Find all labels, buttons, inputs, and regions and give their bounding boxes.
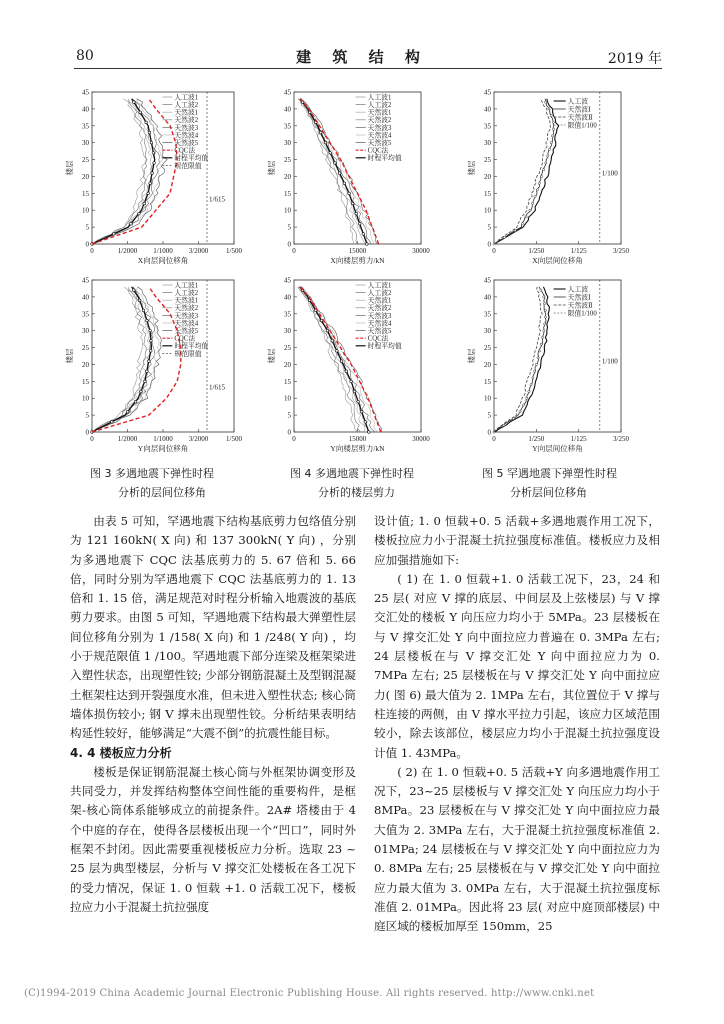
x-axis-label: X向层间位移角 <box>532 256 583 265</box>
series-marker <box>536 189 538 191</box>
average-marker <box>146 370 149 373</box>
legend-entry: 人工波2 <box>367 102 392 109</box>
figure-5-caption <box>482 464 682 502</box>
y-tick-label: 35 <box>82 310 89 319</box>
chart-svg <box>60 268 240 458</box>
legend-entry: 时程平均值 <box>367 343 402 351</box>
paragraph: 由表 5 可知，罕遇地震下结构基底剪力包络值分别为 121 160kN( X 向) 和 137 300kN( Y 向) ，分别为多遇地震下 CQC 法基底剪力的 5. 67 倍和 5. 66 倍，同时分别为罕遇地震下 CQC 法基底剪力的 1. 13 倍和 1. 15 倍，满足规范对时程分析输入地震波的基底剪力要求。由图 5 可知，罕遇地震下结构最大弹塑性层间位移角分别为 1 /158( X 向) 和 1 /248( Y 向) ，均小于规范限值 1 /100。罕遇地震下部分连梁及框架梁进入塑性状态，出现塑性铰; 少部分钢筋混凝土及型钢混凝土框架柱达到开裂强度水准，但未进入塑性状态; 核心筒墙体损伤较小; 钢 V 撑未出现塑性铰。分析结果表明结构延性较好，能够满足“大震不倒”的抗震性能目标。 <box>70 514 356 741</box>
x-tick-label: 1/125 <box>570 247 587 255</box>
y-tick-label: 15 <box>82 189 89 198</box>
paragraph: 设计值; 1. 0 恒载+0. 5 活载+多遇地震作用工况下，楼板拉应力小于混凝土抗拉强度标准值。楼板应力及相应加强措施如下: <box>374 514 660 567</box>
series-marker <box>532 377 534 379</box>
x-tick-label: 0 <box>492 247 496 255</box>
chart-fig5b <box>462 268 627 458</box>
series-line-2 <box>494 287 546 432</box>
y-axis-label: 楼层 <box>467 160 476 176</box>
series-marker <box>544 316 546 318</box>
x-tick-label: 3/250 <box>613 435 629 443</box>
series-line-wave-6 <box>299 99 375 244</box>
series-marker <box>543 169 545 171</box>
y-tick-label: 20 <box>82 360 89 369</box>
x-tick-label: 1/250 <box>528 247 545 255</box>
y-tick-label: 40 <box>284 105 291 114</box>
average-marker <box>366 243 369 246</box>
y-tick-label: 45 <box>82 276 89 285</box>
figure-4-caption <box>290 464 460 502</box>
x-axis-label: X向层间位移角 <box>137 256 189 265</box>
average-marker <box>350 380 353 383</box>
chart-svg <box>462 80 627 270</box>
legend-entry: 天然波Ⅰ <box>567 106 591 114</box>
legend-entry: 人工波2 <box>174 102 199 109</box>
y-tick-label: 10 <box>82 206 89 215</box>
series-marker <box>541 175 543 177</box>
legend-entry: 限值1/100 <box>567 122 597 130</box>
y-tick-label: 0 <box>487 240 491 249</box>
paragraph: ( 2) 在 1. 0 恒载+0. 5 活载+Y 向多遇地震作用工况下，23~25 层楼板与 V 撑交汇处 Y 向压应力均小于 8MPa。23 层楼板在与 V 撑交汇处 Y 向中面拉应力最大值为 2. 3MPa 左右，大于混凝土抗拉强度标准值 2. 01MPa; 24 层楼板在与 V 撑交汇处 Y 向中面拉应力为 0. 8MPa 左右; 25 层楼板在与 V 撑交汇处 Y 向中面拉应力最大值为 3. 0MPa 左右，大于混凝土抗拉强度标准值 2. 01MPa。因此将 23 层( 对应中庭顶部楼层) 中庭区域的楼板加厚至 150mm，25 <box>374 764 660 934</box>
series-marker <box>547 155 549 157</box>
legend-entry: 人工波2 <box>174 290 199 297</box>
figure-3-caption <box>90 464 260 502</box>
legend-entry: 天然波1 <box>367 297 392 305</box>
series-line-wave-3 <box>92 99 152 244</box>
legend-entry: 天然波1 <box>174 297 199 305</box>
series-marker <box>544 309 546 311</box>
legend-entry: CQC法 <box>174 335 196 343</box>
average-marker <box>147 360 150 363</box>
x-tick-label: 15000 <box>348 435 367 443</box>
y-tick-label: 15 <box>484 189 491 198</box>
y-tick-label: 45 <box>484 88 491 97</box>
average-marker <box>148 131 151 134</box>
y-tick-label: 45 <box>284 88 291 97</box>
series-marker <box>543 296 545 298</box>
y-tick-label: 30 <box>484 327 491 336</box>
average-marker <box>343 182 346 185</box>
code-limit-label: 1/100 <box>601 169 618 178</box>
average-marker <box>336 350 339 353</box>
legend-entry: 天然波5 <box>174 140 199 147</box>
x-axis-label: Y向层间位移角 <box>532 444 583 453</box>
y-tick-label: 15 <box>284 189 291 198</box>
legend-entry: 人工波 <box>567 286 589 294</box>
legend-entry: 天然波1 <box>367 109 392 117</box>
series-marker <box>543 330 545 332</box>
y-tick-label: 45 <box>484 276 491 285</box>
x-tick-label: 30000 <box>412 247 430 255</box>
average-marker <box>353 390 356 393</box>
x-tick-label: 1/1000 <box>153 435 173 443</box>
legend-entry: 人工波1 <box>174 282 199 290</box>
legend-entry: 天然波Ⅱ <box>567 114 593 122</box>
x-tick-label: 3/2000 <box>188 247 209 255</box>
average-marker <box>152 152 155 155</box>
y-tick-label: 5 <box>85 223 89 232</box>
series-line-wave-3 <box>92 287 150 432</box>
page-number: 80 <box>76 48 94 64</box>
x-tick-label: 30000 <box>412 435 430 443</box>
average-marker <box>150 340 153 343</box>
x-tick-label: 1/2000 <box>117 247 138 255</box>
page-header <box>0 44 724 66</box>
average-marker <box>134 400 137 403</box>
section-heading: 4. 4 楼板应力分析 <box>70 745 172 760</box>
y-tick-label: 5 <box>287 223 291 232</box>
legend-entry: CQC法 <box>174 147 196 155</box>
y-tick-label: 35 <box>284 122 291 131</box>
legend-entry: 天然波2 <box>174 117 199 125</box>
average-marker <box>324 141 327 144</box>
average-marker <box>126 410 129 413</box>
x-tick-label: 3/250 <box>613 247 629 255</box>
plot-frame <box>92 280 234 432</box>
series-marker <box>553 128 555 130</box>
average-marker <box>338 172 341 175</box>
series-marker <box>550 115 552 117</box>
x-tick-label: 15000 <box>348 247 367 255</box>
series-marker <box>538 182 540 184</box>
legend-entry: 天然波Ⅰ <box>567 294 591 302</box>
average-marker <box>153 162 156 165</box>
legend-entry: 天然波3 <box>367 124 392 132</box>
x-tick-label: 0 <box>292 247 296 255</box>
x-tick-label: 1/500 <box>226 247 242 255</box>
series-line-wave-4 <box>298 99 368 244</box>
legend-entry: 人工波1 <box>174 94 199 102</box>
series-line-wave-3 <box>300 99 365 244</box>
legend-entry: 天然波5 <box>367 140 392 147</box>
legend-entry: 天然波4 <box>174 132 199 140</box>
series-marker <box>514 229 516 231</box>
legend-entry: 天然波5 <box>367 328 392 335</box>
y-tick-label: 15 <box>484 377 491 386</box>
y-tick-label: 5 <box>287 411 291 420</box>
y-tick-label: 0 <box>487 428 491 437</box>
average-marker <box>355 212 358 215</box>
average-marker <box>140 390 143 393</box>
y-tick-label: 30 <box>82 327 89 336</box>
series-line-wave-4 <box>299 287 369 432</box>
average-marker <box>364 421 367 424</box>
average-marker <box>149 350 152 353</box>
average-marker <box>138 212 141 215</box>
average-marker <box>348 192 351 195</box>
legend-entry: 人工波1 <box>367 282 392 290</box>
series-marker <box>543 323 545 325</box>
chart-svg <box>60 80 240 270</box>
series-marker <box>540 289 542 291</box>
series-line-average <box>300 99 367 244</box>
legend-entry: 天然波3 <box>174 124 199 132</box>
series-marker <box>541 336 543 338</box>
chart-fig4b <box>262 268 430 458</box>
caption-line: 图 5 罕遇地震下弹塑性时程 <box>482 467 617 480</box>
legend-entry: 天然波3 <box>174 312 199 320</box>
y-tick-label: 5 <box>487 411 491 420</box>
y-tick-label: 40 <box>82 293 89 302</box>
series-marker <box>529 209 531 211</box>
average-marker <box>334 162 337 165</box>
x-axis-label: Y向楼层剪力/kN <box>330 444 385 453</box>
legend-entry: 时程平均值 <box>367 155 402 163</box>
legend-entry: 规范限值 <box>174 350 202 358</box>
y-tick-label: 0 <box>85 428 89 437</box>
y-tick-label: 40 <box>82 105 89 114</box>
average-marker <box>144 380 147 383</box>
average-marker <box>149 329 152 332</box>
average-marker <box>133 289 136 292</box>
chart-svg <box>262 268 430 458</box>
series-line-wave-6 <box>299 287 378 432</box>
paragraph: ( 1) 在 1. 0 恒载+1. 0 活载工况下，23，24 和 25 层( 对应 V 撑的底层、中间层及上弦楼层) 与 V 撑交汇处的楼板 Y 向压应力均小于 5MPa。23 层楼板在与 V 撑交汇处 Y 向中面拉应力普遍在 0. 3MPa 左右; 24 层楼板在与 V 撑交汇处 Y 向中面拉应力为 0. 7MPa 左右; 25 层楼板在与 V 撑交汇处 Y 向中面拉应力( 图 6) 最大值为 2. 1MPa 左右，其位置位于 V 撑与柱连接的两侧，由 V 撑水平拉力引起，该应力区域范围较小，除去该部位，楼层应力均小于混凝土抗拉强度设计值 1. 43MPa。 <box>374 571 660 760</box>
average-marker <box>138 299 141 302</box>
y-tick-label: 25 <box>484 344 491 353</box>
chart-fig3b <box>60 268 240 458</box>
x-tick-label: 0 <box>292 435 296 443</box>
legend-entry: 天然波4 <box>367 132 392 140</box>
series-marker <box>534 196 536 198</box>
issue-year: 2019 年 <box>607 51 662 67</box>
y-tick-label: 10 <box>484 206 491 215</box>
legend-entry: 时程平均值 <box>174 155 209 163</box>
y-tick-label: 45 <box>284 276 291 285</box>
y-tick-label: 30 <box>484 139 491 148</box>
series-marker <box>521 223 523 225</box>
average-marker <box>331 340 334 343</box>
y-tick-label: 20 <box>82 172 89 181</box>
legend-entry: 天然波1 <box>174 109 199 117</box>
legend-entry: 天然波2 <box>367 117 392 125</box>
series-marker <box>548 108 550 110</box>
average-marker <box>150 141 153 144</box>
series-line-1 <box>495 287 550 432</box>
y-tick-label: 35 <box>284 310 291 319</box>
y-tick-label: 40 <box>484 105 491 114</box>
legend-entry: 人工波2 <box>367 290 392 297</box>
y-tick-label: 30 <box>82 139 89 148</box>
average-marker <box>151 172 154 175</box>
series-marker <box>548 148 550 150</box>
code-limit-label: 1/615 <box>209 383 225 392</box>
plot-frame <box>494 92 621 244</box>
y-tick-label: 40 <box>484 293 491 302</box>
series-line-1 <box>494 99 559 244</box>
x-tick-label: 1/2000 <box>117 435 138 443</box>
legend-entry: 天然波4 <box>367 320 392 328</box>
average-marker <box>142 309 145 312</box>
y-tick-label: 25 <box>484 156 491 165</box>
average-marker <box>130 222 133 225</box>
chart-fig5a <box>462 80 627 270</box>
average-marker <box>133 101 136 104</box>
plot-frame <box>494 280 621 432</box>
caption-line: 分析层间位移角 <box>510 486 587 499</box>
y-tick-label: 35 <box>82 122 89 131</box>
copyright-footer: (C)1994-2019 China Academic Journal Electronic Publishing House. All rights reserved. http://www.cnki.net <box>24 988 595 999</box>
series-line-average <box>92 287 151 432</box>
caption-line: 图 4 多遇地震下弹性时程 <box>290 467 414 480</box>
series-marker <box>552 121 554 123</box>
y-tick-label: 35 <box>484 310 491 319</box>
y-axis-label: 楼层 <box>267 160 276 176</box>
x-tick-label: 0 <box>90 247 94 255</box>
x-tick-label: 1/250 <box>528 435 545 443</box>
x-tick-label: 1/1000 <box>153 247 173 255</box>
legend-entry: 规范限值 <box>174 162 202 170</box>
journal-title: 建 筑 结 构 <box>296 48 428 66</box>
y-tick-label: 10 <box>284 206 291 215</box>
caption-line: 分析的层间位移角 <box>118 486 206 499</box>
caption-line: 分析的楼层剪力 <box>318 486 395 499</box>
series-line-wave-2 <box>300 99 357 244</box>
series-marker <box>525 216 527 218</box>
y-tick-label: 15 <box>284 377 291 386</box>
y-tick-label: 15 <box>82 377 89 386</box>
legend-entry: 天然波Ⅱ <box>567 302 593 310</box>
series-marker <box>535 363 537 365</box>
y-axis-label: 楼层 <box>65 348 74 364</box>
legend-entry: 天然波4 <box>174 320 199 328</box>
series-marker <box>544 101 546 103</box>
series-line-cqc <box>92 287 181 432</box>
chart-fig3a <box>60 80 240 270</box>
header-rule <box>74 68 662 69</box>
y-tick-label: 25 <box>284 344 291 353</box>
average-marker <box>357 400 360 403</box>
legend-entry: CQC法 <box>367 335 389 343</box>
average-marker <box>368 431 371 434</box>
y-tick-label: 10 <box>82 394 89 403</box>
series-marker <box>543 303 545 305</box>
average-marker <box>147 192 150 195</box>
series-marker <box>526 397 528 399</box>
x-axis-label: Y向层间位移角 <box>137 444 189 453</box>
x-tick-label: 0 <box>492 435 496 443</box>
x-tick-label: 1/125 <box>570 435 587 443</box>
average-marker <box>362 233 365 236</box>
code-limit-label: 1/615 <box>209 195 225 204</box>
y-tick-label: 5 <box>85 411 89 420</box>
caption-line: 图 3 多遇地震下弹性时程 <box>90 467 214 480</box>
series-marker <box>540 343 542 345</box>
series-marker <box>550 142 552 144</box>
x-tick-label: 3/2000 <box>188 435 209 443</box>
y-tick-label: 20 <box>484 360 491 369</box>
legend-entry: 天然波5 <box>174 328 199 335</box>
average-marker <box>143 202 146 205</box>
legend-entry: 天然波3 <box>367 312 392 320</box>
right-column <box>374 512 660 937</box>
series-line-2 <box>495 99 554 244</box>
chart-fig4a <box>262 80 430 270</box>
series-marker <box>530 384 532 386</box>
average-marker <box>112 233 115 236</box>
series-marker <box>537 357 539 359</box>
y-tick-label: 25 <box>82 344 89 353</box>
average-marker <box>358 222 361 225</box>
legend-entry: CQC法 <box>367 147 389 155</box>
y-tick-label: 20 <box>284 360 291 369</box>
left-column <box>70 512 356 917</box>
y-tick-label: 10 <box>284 394 291 403</box>
y-tick-label: 30 <box>284 139 291 148</box>
y-axis-label: 楼层 <box>267 348 276 364</box>
x-tick-label: 0 <box>90 435 94 443</box>
average-marker <box>319 131 322 134</box>
series-marker <box>539 350 541 352</box>
y-tick-label: 5 <box>487 223 491 232</box>
average-marker <box>326 329 329 332</box>
average-marker <box>329 152 332 155</box>
average-marker <box>340 360 343 363</box>
average-marker <box>345 370 348 373</box>
average-marker <box>111 421 114 424</box>
y-tick-label: 0 <box>85 240 89 249</box>
y-tick-label: 25 <box>284 156 291 165</box>
series-line-3 <box>494 287 542 432</box>
y-tick-label: 45 <box>82 88 89 97</box>
average-marker <box>351 202 354 205</box>
x-tick-label: 1/500 <box>226 435 242 443</box>
y-tick-label: 20 <box>284 172 291 181</box>
y-tick-label: 20 <box>484 172 491 181</box>
y-tick-label: 25 <box>82 156 89 165</box>
legend-entry: 天然波2 <box>367 305 392 313</box>
series-marker <box>528 390 530 392</box>
y-tick-label: 0 <box>287 240 291 249</box>
chart-svg <box>262 80 430 270</box>
legend-entry: 人工波1 <box>367 94 392 102</box>
y-tick-label: 0 <box>287 428 291 437</box>
paragraph: 楼板是保证钢筋混凝土核心筒与外框架协调变形及共同受力，并发挥结构整体空间性能的重要构件，是框架-核心筒体系能够成立的前提条件。2A# 塔楼由于 4 个中庭的存在，使得各层楼板出现一个“凹口”，同时外框架不封闭。因此需要重视楼板应力分析。选取 23 ~ 25 层为典型楼层，分析与 V 撑交汇处楼板在各工况下的受力情况，保证 1. 0 恒载 +1. 0 活载工况下，楼板拉应力小于混凝土抗拉强度 <box>70 764 356 914</box>
average-marker <box>139 111 142 114</box>
series-marker <box>545 162 547 164</box>
series-marker <box>522 404 524 406</box>
series-line-wave-2 <box>92 99 147 244</box>
series-marker <box>519 411 521 413</box>
x-axis-label: X向楼层剪力/kN <box>330 256 385 265</box>
average-marker <box>360 410 363 413</box>
average-marker <box>146 319 149 322</box>
y-axis-label: 楼层 <box>65 160 74 176</box>
y-axis-label: 楼层 <box>467 348 476 364</box>
series-marker <box>551 135 553 137</box>
legend-entry: 天然波2 <box>174 305 199 313</box>
average-marker <box>149 182 152 185</box>
average-marker <box>145 121 148 124</box>
y-tick-label: 35 <box>484 122 491 131</box>
legend-entry: 人工波 <box>567 98 589 106</box>
series-marker <box>531 202 533 204</box>
legend-entry: 限值1/100 <box>567 310 597 318</box>
y-tick-label: 40 <box>284 293 291 302</box>
y-tick-label: 10 <box>484 394 491 403</box>
code-limit-label: 1/100 <box>601 357 618 366</box>
y-tick-label: 30 <box>284 327 291 336</box>
series-marker <box>534 370 536 372</box>
legend-entry: 时程平均值 <box>174 343 209 351</box>
chart-svg <box>462 268 627 458</box>
